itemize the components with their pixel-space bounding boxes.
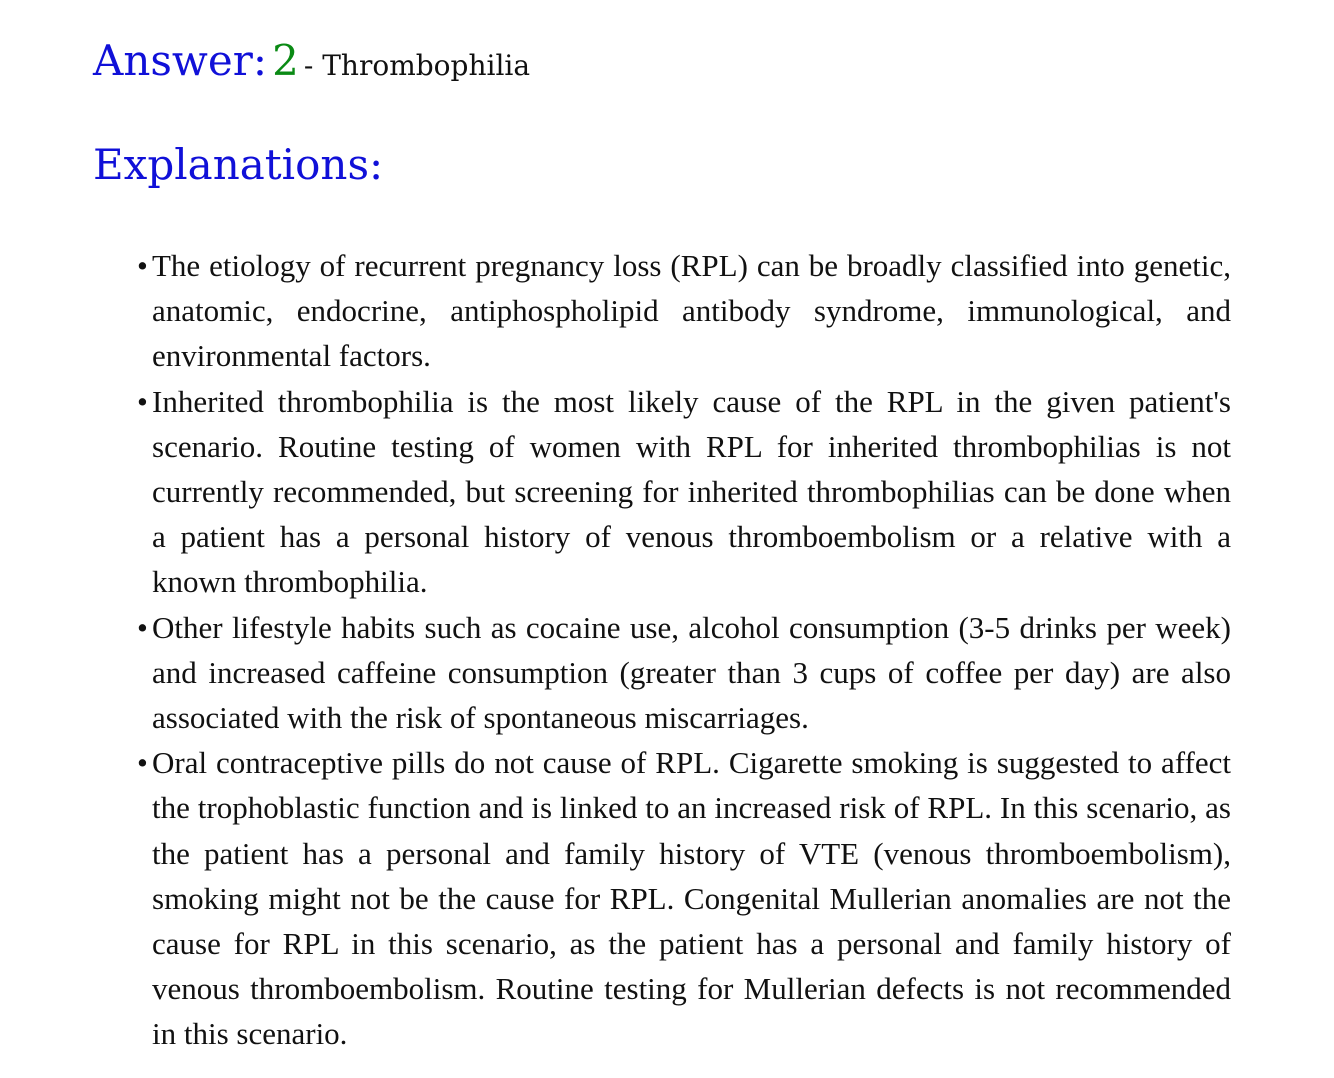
explanations-list bbox=[137, 243, 1231, 1057]
explanation-item-2 bbox=[137, 379, 1231, 605]
explanation-text-1: The etiology of recurrent pregnancy loss (RPL) can be broadly classified into genetic, anatomic, endocrine, antiphospholipid antibody syndrome, immunological, and environmental factors. bbox=[152, 248, 1231, 374]
answer-line bbox=[93, 36, 531, 85]
answer-number: 2 bbox=[272, 36, 299, 85]
bullet-icon: • bbox=[137, 745, 148, 781]
explanation-item-4 bbox=[137, 740, 1231, 1056]
explanation-item-1 bbox=[137, 243, 1231, 379]
explanation-text-4: Oral contraceptive pills do not cause of RPL. Cigarette smoking is suggested to affect the trophoblastic function and is linked to an increased risk of RPL. In this scenario, as the patient has a personal and family history of VTE (venous thromboembolism), smoking might not be the cause for RPL. Congenital Mullerian anomalies are not the cause for RPL in this scenario, as the patient has a personal and family history of venous thromboembolism. Routine testing for Mullerian defects is not recommended in this scenario. bbox=[152, 745, 1231, 1052]
bullet-icon: • bbox=[137, 248, 148, 283]
answer-label: Answer: bbox=[93, 36, 267, 85]
bullet-icon: • bbox=[137, 609, 148, 645]
explanations-title: Explanations: bbox=[93, 140, 384, 189]
bullet-icon: • bbox=[137, 383, 148, 419]
explanation-item-3 bbox=[137, 605, 1231, 741]
explanation-text-3: Other lifestyle habits such as cocaine use, alcohol consumption (3-5 drinks per week) and increased caffeine consumption (greater than 3 cups of coffee per day) are also associated with the risk of spontaneous miscarriages. bbox=[152, 609, 1231, 736]
explanation-text-2: Inherited thrombophilia is the most likely cause of the RPL in the given patient's scenario. Routine testing of women with RPL for inherited thrombophilias is not currently recommended, but screening for inherited thrombophilias can be done when a patient has a personal history of venous thromboembolism or a relative with a known thrombophilia. bbox=[152, 383, 1231, 600]
answer-text: - Thrombophilia bbox=[303, 49, 531, 82]
